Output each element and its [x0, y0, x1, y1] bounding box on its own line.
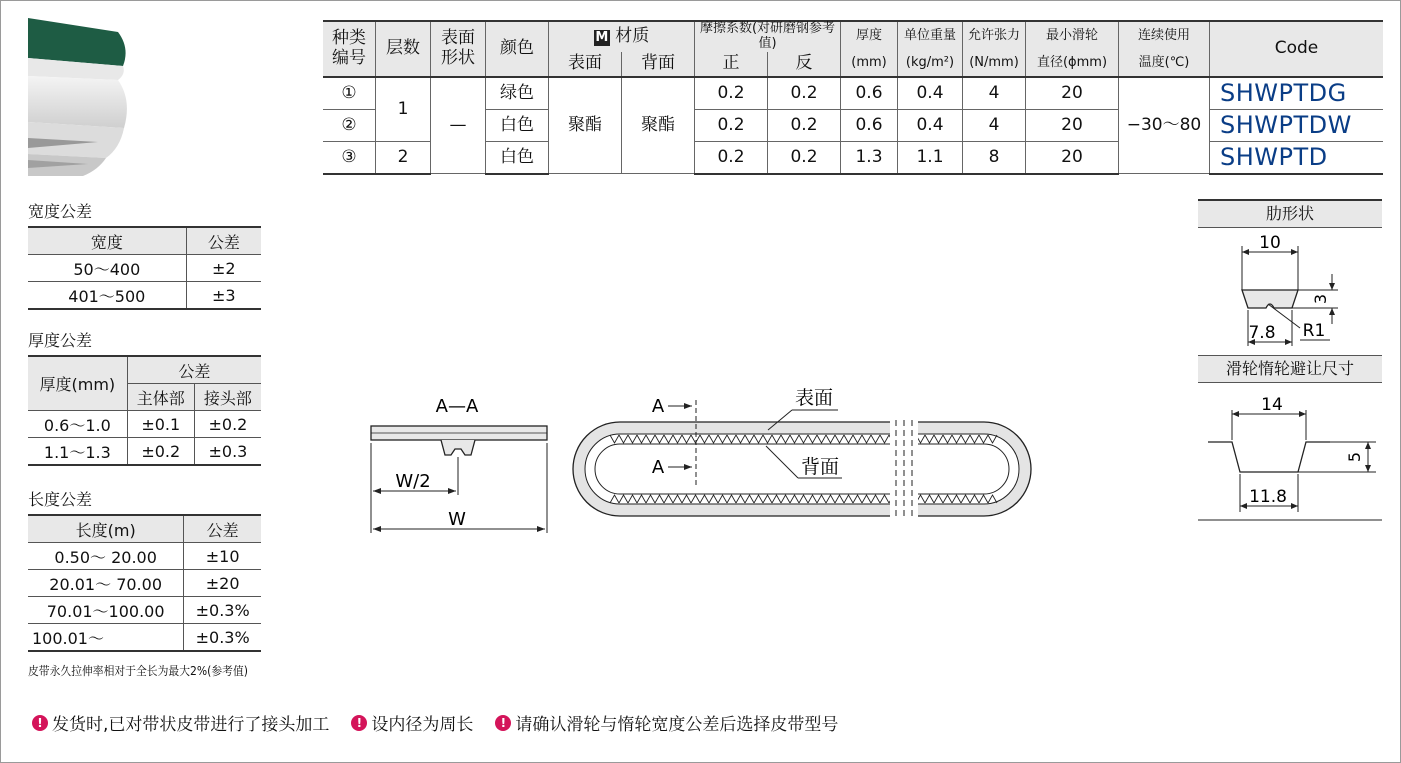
header-material-back: 背面	[622, 52, 695, 77]
label-a-top: A	[651, 396, 665, 417]
length-tol-header: 公差	[184, 515, 261, 543]
stretch-note: 皮带永久拉伸率相对于全长为最大2%(参考值)	[28, 664, 248, 678]
warning-icon: !	[495, 715, 511, 731]
length-tol-cell: ±0.3%	[184, 624, 261, 652]
material-badge-icon: M	[595, 30, 609, 46]
header-thickness-unit: (mm)	[841, 52, 898, 77]
width-tol-table	[28, 226, 261, 310]
length-tol-header: 长度(m)	[28, 515, 184, 543]
code-link[interactable]: SHWPTDG	[1210, 77, 1384, 110]
thick-tol-cell: ±0.2	[127, 438, 194, 466]
header-code: Code	[1210, 21, 1384, 77]
cell-color: 白色	[486, 141, 549, 174]
cell-temp: −30～80	[1119, 77, 1210, 174]
dim-w-half: W/2	[395, 471, 431, 492]
cell-pulley: 20	[1026, 109, 1119, 141]
header-material-label: 材质	[615, 26, 650, 47]
cell-f-pos: 0.2	[695, 77, 768, 110]
dim-w: W	[448, 509, 466, 530]
label-back: 背面	[800, 456, 840, 478]
note-text: 发货时,已对带状皮带进行了接头加工	[52, 715, 330, 735]
pulley-title: 滑轮惰轮避让尺寸	[1198, 355, 1382, 383]
length-tol-cell: 0.50～ 20.00	[28, 543, 184, 570]
length-tol-cell: ±10	[184, 543, 261, 570]
rib-dim-height: 3	[1311, 293, 1330, 305]
length-tol-cell: 100.01～	[28, 624, 184, 652]
section-diagram	[365, 385, 555, 535]
cell-color: 绿色	[486, 77, 549, 110]
note-item	[495, 710, 838, 735]
label-surface: 表面	[794, 387, 834, 409]
width-tol-cell: 50～400	[28, 255, 186, 282]
table-row	[28, 570, 261, 597]
width-tol-cell: ±3	[186, 282, 261, 310]
note-text: 设内径为周长	[371, 715, 474, 735]
length-tol-cell: 20.01～ 70.00	[28, 570, 184, 597]
note-text: 请确认滑轮与惰轮宽度公差后选择皮带型号	[515, 715, 839, 735]
header-unit-weight-unit: (kg/m²)	[898, 52, 963, 77]
warning-icon: !	[351, 715, 367, 731]
header-surface-shape: 表面 形状	[431, 21, 486, 77]
cell-mat-back: 聚酯	[622, 77, 695, 174]
belt-product-image	[28, 18, 130, 178]
rib-dim-radius: R1	[1302, 321, 1326, 341]
rib-dim-width: 10	[1259, 233, 1281, 253]
header-kind-no: 种类 编号	[323, 21, 376, 77]
cell-tension: 4	[963, 109, 1026, 141]
label-a-bottom: A	[651, 457, 665, 478]
pulley-dim-top: 14	[1261, 395, 1283, 415]
cell-pulley: 20	[1026, 77, 1119, 110]
length-tol-title: 长度公差	[28, 490, 93, 509]
code-link[interactable]: SHWPTDW	[1210, 109, 1384, 141]
cell-f-neg: 0.2	[768, 109, 841, 141]
length-tol-cell: ±0.3%	[184, 597, 261, 624]
thick-tol-cell: ±0.2	[194, 411, 261, 438]
table-row	[28, 438, 261, 466]
cell-no: ①	[323, 77, 376, 110]
header-material-front: 表面	[549, 52, 622, 77]
width-tol-header: 宽度	[28, 227, 186, 255]
header-tension: 允许张力	[963, 21, 1026, 52]
rib-title: 肋形状	[1198, 199, 1382, 228]
length-tol-table	[28, 514, 261, 652]
thick-tol-cell: ±0.3	[194, 438, 261, 466]
width-tol-title: 宽度公差	[28, 202, 93, 221]
cell-f-pos: 0.2	[695, 141, 768, 174]
cell-mat-front: 聚酯	[549, 77, 622, 174]
cell-thick: 1.3	[841, 141, 898, 174]
table-row	[28, 543, 261, 570]
cell-shape: —	[431, 77, 486, 174]
cell-f-neg: 0.2	[768, 141, 841, 174]
cell-weight: 1.1	[898, 141, 963, 174]
thick-tol-header: 接头部	[194, 384, 261, 411]
cell-tension: 8	[963, 141, 1026, 174]
header-temp: 连续使用	[1119, 21, 1210, 52]
cell-color: 白色	[486, 109, 549, 141]
header-min-pulley: 最小滑轮	[1026, 21, 1119, 52]
cell-thick: 0.6	[841, 77, 898, 110]
table-row	[28, 624, 261, 652]
width-tol-cell: ±2	[186, 255, 261, 282]
thick-tol-cell: 0.6～1.0	[28, 411, 127, 438]
spec-table	[323, 20, 1383, 175]
pulley-dim-bottom: 11.8	[1249, 487, 1287, 507]
cell-weight: 0.4	[898, 109, 963, 141]
rib-shape-diagram	[1198, 228, 1382, 356]
rib-profile	[441, 440, 475, 455]
table-row	[28, 282, 261, 310]
cell-weight: 0.4	[898, 77, 963, 110]
thick-tol-header: 主体部	[127, 384, 194, 411]
table-row	[323, 77, 1383, 110]
length-tol-cell: ±20	[184, 570, 261, 597]
width-tol-header: 公差	[186, 227, 261, 255]
header-material	[549, 21, 695, 52]
cell-f-pos: 0.2	[695, 109, 768, 141]
thick-tol-title: 厚度公差	[28, 331, 93, 350]
pulley-profile	[1208, 442, 1330, 472]
cell-f-neg: 0.2	[768, 77, 841, 110]
cell-pulley: 20	[1026, 141, 1119, 174]
thick-tol-header: 公差	[127, 356, 261, 384]
width-tol-cell: 401～500	[28, 282, 186, 310]
header-min-pulley-unit: 直径(ϕmm)	[1026, 52, 1119, 77]
header-tension-unit: (N/mm)	[963, 52, 1026, 77]
header-friction-pos: 正	[695, 52, 768, 77]
header-friction-neg: 反	[768, 52, 841, 77]
note-item	[351, 710, 473, 735]
header-thickness: 厚度	[841, 21, 898, 52]
section-label: A—A	[435, 396, 479, 417]
rib-dim-bottom: 7.8	[1248, 323, 1276, 343]
table-row	[28, 597, 261, 624]
code-link[interactable]: SHWPTD	[1210, 141, 1384, 174]
header-color: 颜色	[486, 21, 549, 77]
cell-tension: 4	[963, 77, 1026, 110]
cell-thick: 0.6	[841, 109, 898, 141]
cell-layers: 2	[376, 141, 431, 174]
cell-no: ③	[323, 141, 376, 174]
warning-icon: !	[32, 715, 48, 731]
thick-tol-table	[28, 355, 261, 466]
pulley-dim-height: 5	[1345, 451, 1364, 463]
length-tol-cell: 70.01～100.00	[28, 597, 184, 624]
header-layers: 层数	[376, 21, 431, 77]
cell-no: ②	[323, 109, 376, 141]
table-row	[28, 411, 261, 438]
belt-loop-diagram	[570, 380, 1040, 525]
table-row	[28, 255, 261, 282]
pulley-clearance-diagram	[1198, 384, 1382, 524]
cell-layers: 1	[376, 77, 431, 142]
header-temp-unit: 温度(℃)	[1119, 52, 1210, 77]
header-unit-weight: 单位重量	[898, 21, 963, 52]
note-item	[32, 710, 329, 735]
header-friction: 摩擦系数(对研磨钢参考值)	[695, 21, 841, 52]
thick-tol-header: 厚度(mm)	[28, 356, 127, 411]
thick-tol-cell: 1.1～1.3	[28, 438, 127, 466]
thick-tol-cell: ±0.1	[127, 411, 194, 438]
notes-bar	[32, 710, 838, 735]
